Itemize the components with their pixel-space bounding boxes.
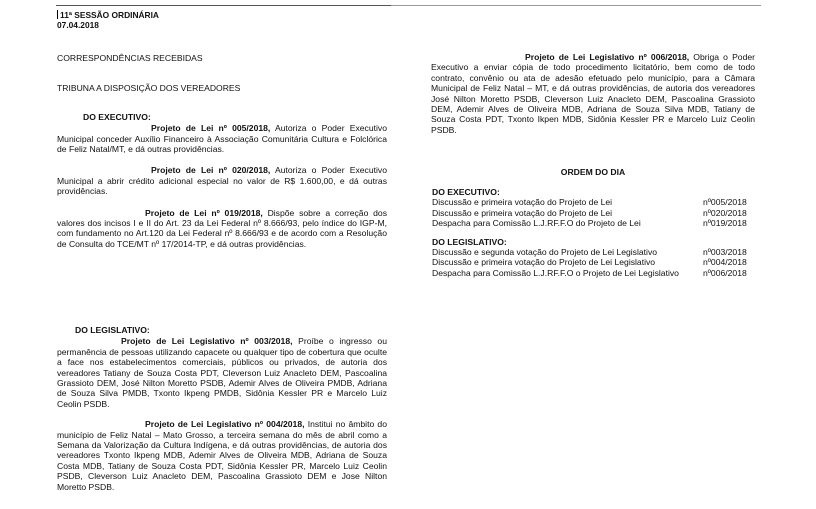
- exec-item-005: [57, 123, 387, 154]
- agenda-num: nº005/2018: [703, 197, 747, 208]
- agenda-num: nº019/2018: [703, 218, 747, 229]
- agenda-exec-heading: DO EXECUTIVO:: [432, 187, 500, 197]
- exec-item-title: Projeto de Lei nº 020/2018,: [151, 165, 271, 176]
- leg006-text: Obriga o Poder Executivo a enviar cópia de todo procedimento licitatório, bem como de todo contrato, convênio ou ata de adesão efetuado pelo município, para a Câmara Municipal de Feliz Natal – MT, e dá outras providências, de autoria dos vereadores José Nilton Moretto PSDB, Cleverson Luiz Anacleto DEM, Pascoalina Grassioto DEM, Ademir Alves de Oliveira MDB, Adriana de Souza Silva MDB, Tatiany de Souza Costa PDT, Txonto Ikpen MDB, Sidônia Kessler PR e Marcelo Luiz Ceolin PSDB.: [431, 52, 756, 135]
- session-header: [57, 10, 159, 31]
- leg-item-text: Institui no âmbito do município de Feliz Natal – Mato Grosso, a terceira semana do mês de abril como a Semana da Valorização da Cultura Indígena, e dá outras providências, de autoria dos vereadores Txonto Ikpeng MDB, Ademir Alves de Oliveira MDB, Adriana de Souza Costa MDB, Tatiany de Souza Costa PDT, Sidônia Kessler PR, Marcelo Luiz Ceolin PSDB, Cleverson Luiz Anacleto DEM, Pascoalina Grassioto DEM e Jose Nilton Moretto PSDB.: [57, 419, 387, 492]
- cursor-bar: [57, 10, 58, 19]
- exec-item-text: Autoriza o Poder Executivo Municipal conceder Auxílio Financeiro à Associação Comunitária Cultura e Folclórica de Feliz Natal/MT, e dá outras providências.: [57, 123, 387, 155]
- legislativo-heading: DO LEGISLATIVO:: [75, 325, 150, 335]
- left-column: [57, 53, 387, 249]
- leg-item-003: [57, 336, 387, 409]
- header-rule: [56, 5, 391, 6]
- agenda: [432, 187, 772, 278]
- agenda-num: nº020/2018: [703, 207, 747, 218]
- agenda-num: nº006/2018: [703, 267, 747, 278]
- agenda-row: [432, 218, 772, 228]
- session-title: 11ª SESSÃO ORDINÁRIA: [60, 10, 159, 20]
- agenda-row: [432, 247, 772, 257]
- agenda-leg-heading: DO LEGISLATIVO:: [432, 236, 507, 247]
- correspondencias-heading: CORRESPONDÊNCIAS RECEBIDAS: [57, 53, 203, 63]
- agenda-num: nº004/2018: [703, 257, 747, 268]
- leg-item-title: Projeto de Lei Legislativo nº 003/2018,: [121, 336, 293, 347]
- agenda-row: [432, 197, 772, 207]
- exec-item-title: Projeto de Lei nº 005/2018,: [151, 123, 271, 134]
- agenda-desc: Discussão e primeira votação do Projeto de Lei: [432, 197, 613, 208]
- agenda-row: [432, 208, 772, 218]
- header-rule-right: [391, 5, 761, 6]
- left-legislativo: [57, 325, 387, 492]
- leg-item-text: Proíbe o ingresso ou permanência de pessoas utilizando capacete ou qualquer tipo de cobertura que oculte a face nos estabelecimentos comerciais, públicos ou privados, de autoria dos vereadores Tatiany de Souza Costa PDT, Cleverson Luiz Anacleto DEM, Pascoalina Grassioto DEM, José Nilton Moretto PSDB, Ademir Alves de Oliveira PMDB, Adriana de Souza Silva PMDB, Txonto Ikpeng PMDB, Sidônia Kessler PR e Marcelo Luiz Ceolin PSDB.: [57, 336, 387, 409]
- leg-item-004: [57, 419, 387, 492]
- agenda-desc: Discussão e segunda votação do Projeto de Lei Legislativo: [432, 246, 658, 257]
- exec-item-text: Autoriza o Poder Executivo Municipal a abrir crédito adicional especial no valor de R$ 1.600,00, e dá outras providências.: [57, 165, 387, 197]
- exec-item-020: [57, 165, 387, 196]
- agenda-desc: Discussão e primeira votação do Projeto de Lei: [432, 207, 613, 218]
- agenda-desc: Despacha para Comissão L.J.RF.F.O do Projeto de Lei: [432, 218, 641, 229]
- session-date: 07.04.2018: [57, 19, 99, 30]
- exec-item-text: Dispõe sobre a correção dos valores dos incisos I e II do Art. 23 da Lei Federal nº 8.666/93, pelo índice do IGP-M, com fundamento no Art.120 da Lei Federal nº 8.666/93 e de acordo com a Resolução de Consulta do TCE/MT nº 17/2014-TP, e dá outras providências.: [57, 207, 387, 249]
- agenda-row: [432, 268, 772, 278]
- leg-item-title: Projeto de Lei Legislativo nº 004/2018,: [145, 419, 305, 430]
- executivo-heading: DO EXECUTIVO:: [83, 111, 151, 122]
- leg006-paragraph: [431, 52, 755, 135]
- agenda-desc: Discussão e primeira votação do Projeto de Lei Legislativo: [432, 257, 656, 268]
- exec-item-title: Projeto de Lei nº 019/2018,: [145, 207, 263, 218]
- agenda-num: nº003/2018: [703, 246, 747, 257]
- tribuna-heading: TRIBUNA A DISPOSIÇÃO DOS VEREADORES: [57, 83, 241, 94]
- ordem-do-dia-title: ORDEM DO DIA: [560, 167, 626, 177]
- agenda-desc: Despacha para Comissão L.J.RF.F.O o Projeto de Lei Legislativo: [432, 267, 679, 278]
- exec-item-019: [57, 208, 387, 250]
- agenda-row: [432, 257, 772, 267]
- leg006-title: Projeto de Lei Legislativo nº 006/2018,: [525, 52, 690, 62]
